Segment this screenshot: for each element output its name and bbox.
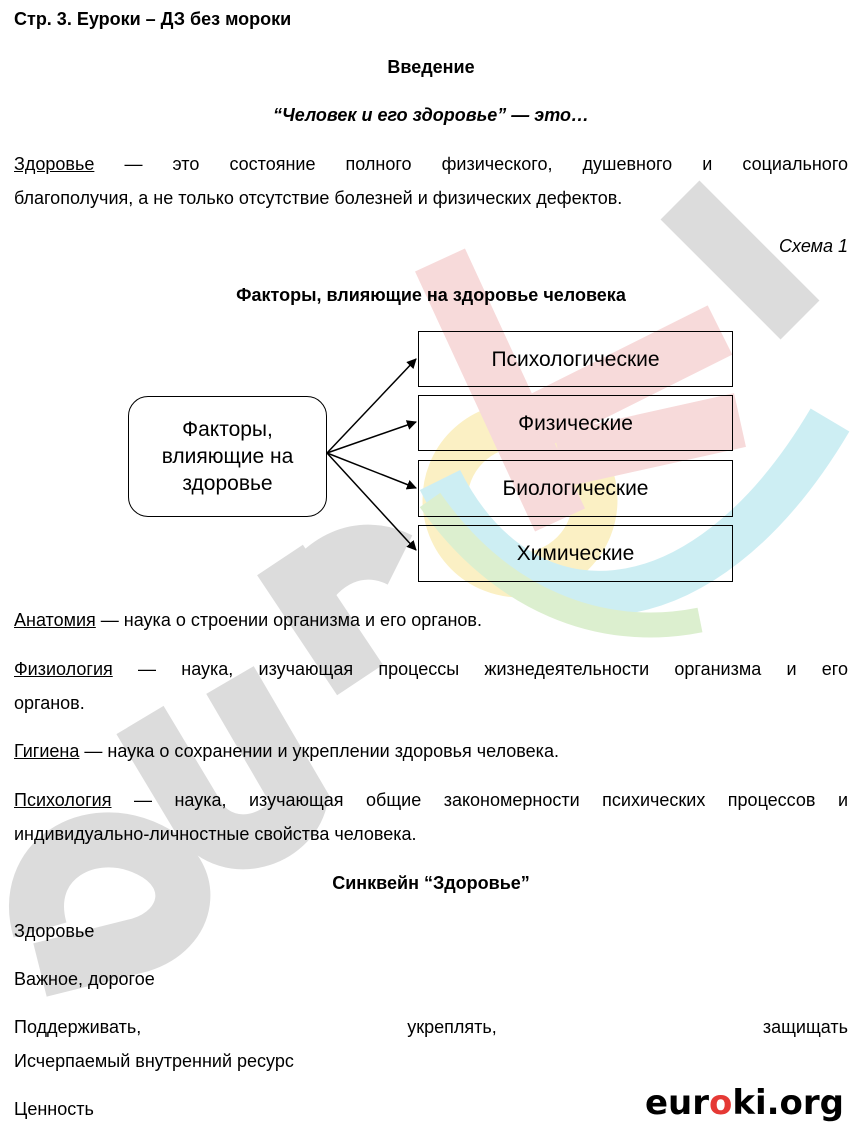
def-hygiene-text: — наука о сохранении и укреплении здоровья человека.	[79, 741, 559, 761]
term-psychology: Психология	[14, 790, 112, 810]
cinquain-line3	[14, 1010, 848, 1044]
cinquain-line4: Исчерпаемый внутренний ресурс	[14, 1051, 294, 1071]
arrow-to-chemical	[327, 453, 416, 550]
scheme-title: Факторы, влияющие на здоровье человека	[236, 285, 626, 305]
arrow-to-physical	[327, 422, 416, 453]
definition-physiology-line2: органов.	[14, 693, 85, 713]
definition-physiology	[14, 652, 848, 686]
term-physiology: Физиология	[14, 659, 113, 679]
logo-part-o: o	[708, 1083, 733, 1123]
logo-part-a: eur	[644, 1083, 709, 1123]
arrow-to-biological	[327, 453, 416, 488]
health-term: Здоровье	[14, 154, 95, 174]
cinquain-word-2: укреплять,	[407, 1017, 497, 1037]
term-anatomy: Анатомия	[14, 610, 96, 630]
intro-subheading: “Человек и его здоровье” — это…	[273, 105, 589, 125]
health-definition-line2: благополучия, а не только отсутствие болезней и физических дефектов.	[14, 188, 623, 208]
definition-hygiene	[14, 734, 848, 768]
page-header: Стр. 3. Еуроки – ДЗ без мороки	[14, 9, 292, 29]
factor-chemical: Химические	[418, 525, 733, 582]
definition-anatomy	[14, 603, 848, 637]
cinquain-word-3: защищать	[762, 1017, 848, 1037]
definition-psychology	[14, 783, 848, 817]
factor-biological: Биологические	[418, 460, 733, 517]
arrow-to-psychological	[327, 359, 416, 453]
cinquain-line5: Ценность	[14, 1099, 94, 1119]
def-anatomy-text: — наука о строении организма и его органов.	[95, 610, 482, 630]
root-line2: влияющие на	[161, 445, 294, 468]
factor-physical: Физические	[418, 395, 733, 451]
scheme-label: Схема 1	[779, 236, 848, 256]
root-line1: Факторы,	[182, 418, 273, 441]
cinquain-line1: Здоровье	[14, 921, 95, 941]
root-line3: здоровье	[182, 472, 273, 495]
def-psychology-text: — наука, изучающая общие закономерности психических процессов и	[111, 790, 848, 810]
cinquain-line2: Важное, дорогое	[14, 969, 155, 989]
definition-psychology-line2: индивидуально-личностные свойства человека.	[14, 824, 417, 844]
logo-part-org: .org	[766, 1083, 844, 1123]
def-physiology-text: — наука, изучающая процессы жизнедеятельности организма и его	[112, 659, 848, 679]
factor-psychological: Психологические	[418, 331, 733, 387]
cinquain-title: Синквейн “Здоровье”	[332, 873, 530, 893]
logo-part-ki: ki	[732, 1083, 767, 1123]
term-hygiene: Гигиена	[14, 741, 80, 761]
health-def-text: — это состояние полного физического, душевного и социального	[94, 154, 848, 174]
factors-root-node	[128, 396, 327, 517]
intro-heading: Введение	[387, 57, 475, 77]
euroki-logo	[645, 1083, 844, 1123]
cinquain-word-1: Поддерживать,	[14, 1017, 142, 1037]
